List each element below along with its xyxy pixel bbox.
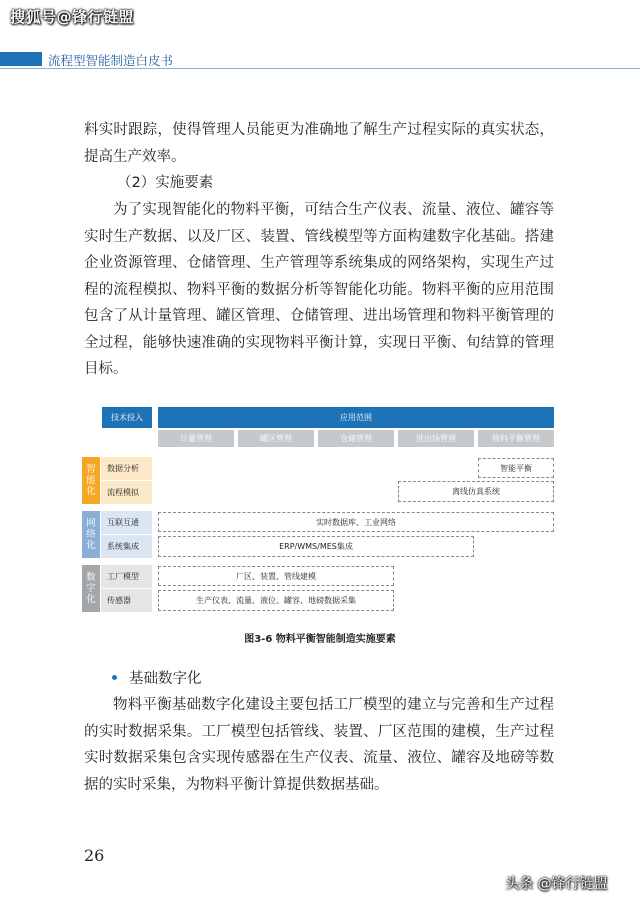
group-label-intelligent: 智能化 (82, 457, 100, 504)
running-header (0, 52, 640, 68)
figure-diagram (82, 407, 556, 617)
box-erp: ERP/WMS/MES集成 (158, 536, 474, 557)
paragraph-3: 物料平衡基础数字化建设主要包括工厂模型的建立与完善和生产过程的实时数据采集。工厂模型包括管线、装置、厂区范围的建模，生产过程实时数据采集包含实现传感器在生产仪表、流量、液位、罐容及地磅等数据的实时采集，为物料平衡计算提供数据基础。 (84, 697, 554, 793)
scope-item: 物料平衡管理 (478, 430, 554, 447)
header-title: 流程型智能制造白皮书 (48, 53, 174, 68)
bullet-heading (112, 667, 202, 688)
figure-caption: 图3-6 物料平衡智能制造实施要素 (244, 634, 396, 645)
box-offline-sim: 离线仿真系统 (398, 481, 554, 502)
row-label: 流程模拟 (101, 481, 152, 504)
paragraph-2: 为了实现智能化的物料平衡，可结合生产仪表、流量、液位、罐容等实时生产数据、以及厂区、装置、管线模型等方面构建数字化基础。搭建企业资源管理、仓储管理、生产管理等系统集成的网络架构，实现生产过程的流程模拟、物料平衡的数据分析等智能化功能。物料平衡的应用范围包含了从计量管理、罐区管理、仓储管理、进出场管理和物料平衡管理的全过程，能够快速准确的实现物料平衡计算，实现日平衡、旬结算的管理目标。 (84, 202, 554, 377)
box-realtime-db: 实时数据库、工业网络 (158, 512, 554, 532)
header-accent-bar (0, 52, 42, 66)
watermark-bottom: 头条 @锋行链盟 (505, 876, 608, 892)
box-sensor-collect: 生产仪表、流量、液位、罐容、地磅数据采集 (158, 590, 394, 611)
box-factory-model: 厂区、装置、管线建模 (158, 566, 394, 586)
box-smart-balance: 智能平衡 (478, 458, 554, 478)
bullet-dot-icon (112, 675, 117, 680)
row-label: 传感器 (101, 589, 152, 612)
scope-item: 罐区管理 (238, 430, 314, 447)
row-label: 互联互通 (101, 511, 152, 534)
bullet-heading-text: 基础数字化 (129, 671, 202, 687)
scope-item: 进出场管理 (398, 430, 474, 447)
row-label: 工厂模型 (101, 565, 152, 588)
subheading: （2）实施要素 (117, 175, 214, 191)
scope-item: 计量管理 (158, 430, 234, 447)
row-label: 数据分析 (101, 457, 152, 480)
paragraph-1: 料实时跟踪，使得管理人员能更为准确地了解生产过程实际的真实状态，提高生产效率。 (84, 122, 554, 165)
input-label: 技术投入 (102, 407, 152, 428)
group-label-digital: 数字化 (82, 565, 100, 612)
group-label-networked: 网络化 (82, 511, 100, 558)
page-number: 26 (84, 846, 105, 865)
row-label: 系统集成 (101, 535, 152, 558)
scope-banner: 应用范围 (158, 407, 554, 428)
scope-item: 仓储管理 (318, 430, 394, 447)
header-rule (0, 68, 640, 69)
watermark-top: 搜狐号@锋行链盟 (10, 8, 135, 26)
